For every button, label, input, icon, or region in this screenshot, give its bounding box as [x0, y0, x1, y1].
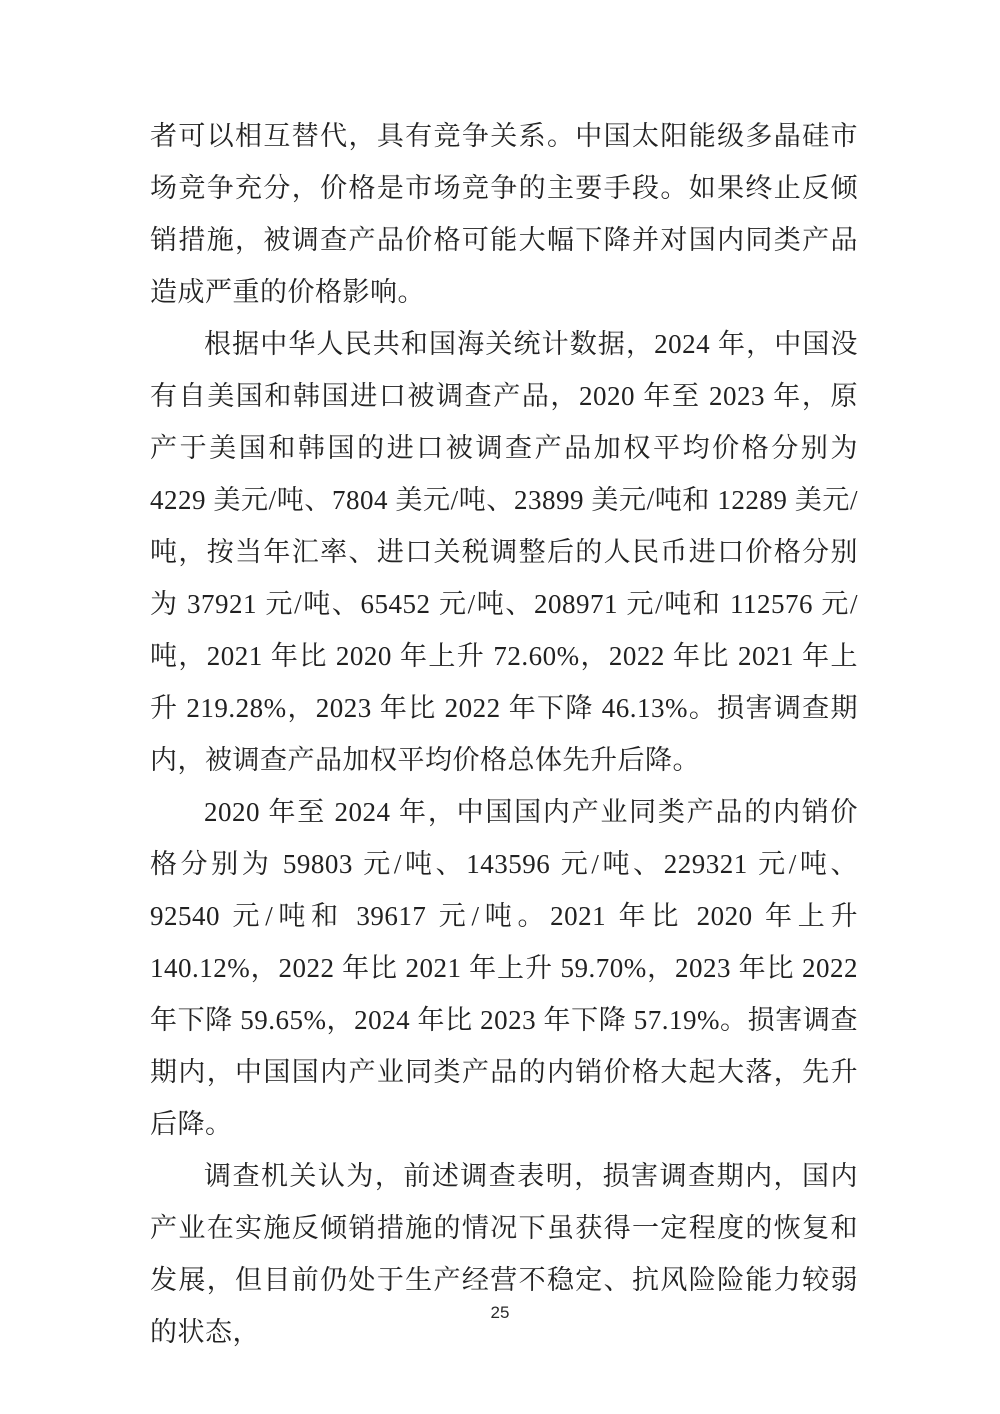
page-number: 25	[490, 1303, 510, 1322]
paragraph-domestic-prices: 2020 年至 2024 年，中国国内产业同类产品的内销价格分别为 59803 元/吨、143596 元/吨、229321 元/吨、92540 元/吨和 39617 元/吨。2021 年比 2020 年上升 140.12%，2022 年比 2021 年上升 59.70%，2023 年比 2022 年下降 59.65%，2024 年比 2023 年下降 57.19%。损害调查期内，中国国内产业同类产品的内销价格大起大落，先升后降。	[150, 797, 858, 1139]
body-text	[150, 110, 858, 1358]
paragraph-authority-conclusion: 调查机关认为，前述调查表明，损害调查期内，国内产业在实施反倾销措施的情况下虽获得一定程度的恢复和发展，但目前仍处于生产经营不稳定、抗风险险能力较弱的状态，	[150, 1161, 858, 1347]
paragraph-price-impact: 者可以相互替代，具有竞争关系。中国太阳能级多晶硅市场竞争充分，价格是市场竞争的主要手段。如果终止反倾销措施，被调查产品价格可能大幅下降并对国内同类产品造成严重的价格影响。	[150, 121, 858, 307]
paragraph-import-prices: 根据中华人民共和国海关统计数据，2024 年，中国没有自美国和韩国进口被调查产品，2020 年至 2023 年，原产于美国和韩国的进口被调查产品加权平均价格分别为 4229 美元/吨、7804 美元/吨、23899 美元/吨和 12289 美元/吨，按当年汇率、进口关税调整后的人民币进口价格分别为 37921 元/吨、65452 元/吨、208971 元/吨和 112576 元/吨，2021 年比 2020 年上升 72.60%，2022 年比 2021 年上升 219.28%，2023 年比 2022 年下降 46.13%。损害调查期内，被调查产品加权平均价格总体先升后降。	[150, 329, 858, 775]
